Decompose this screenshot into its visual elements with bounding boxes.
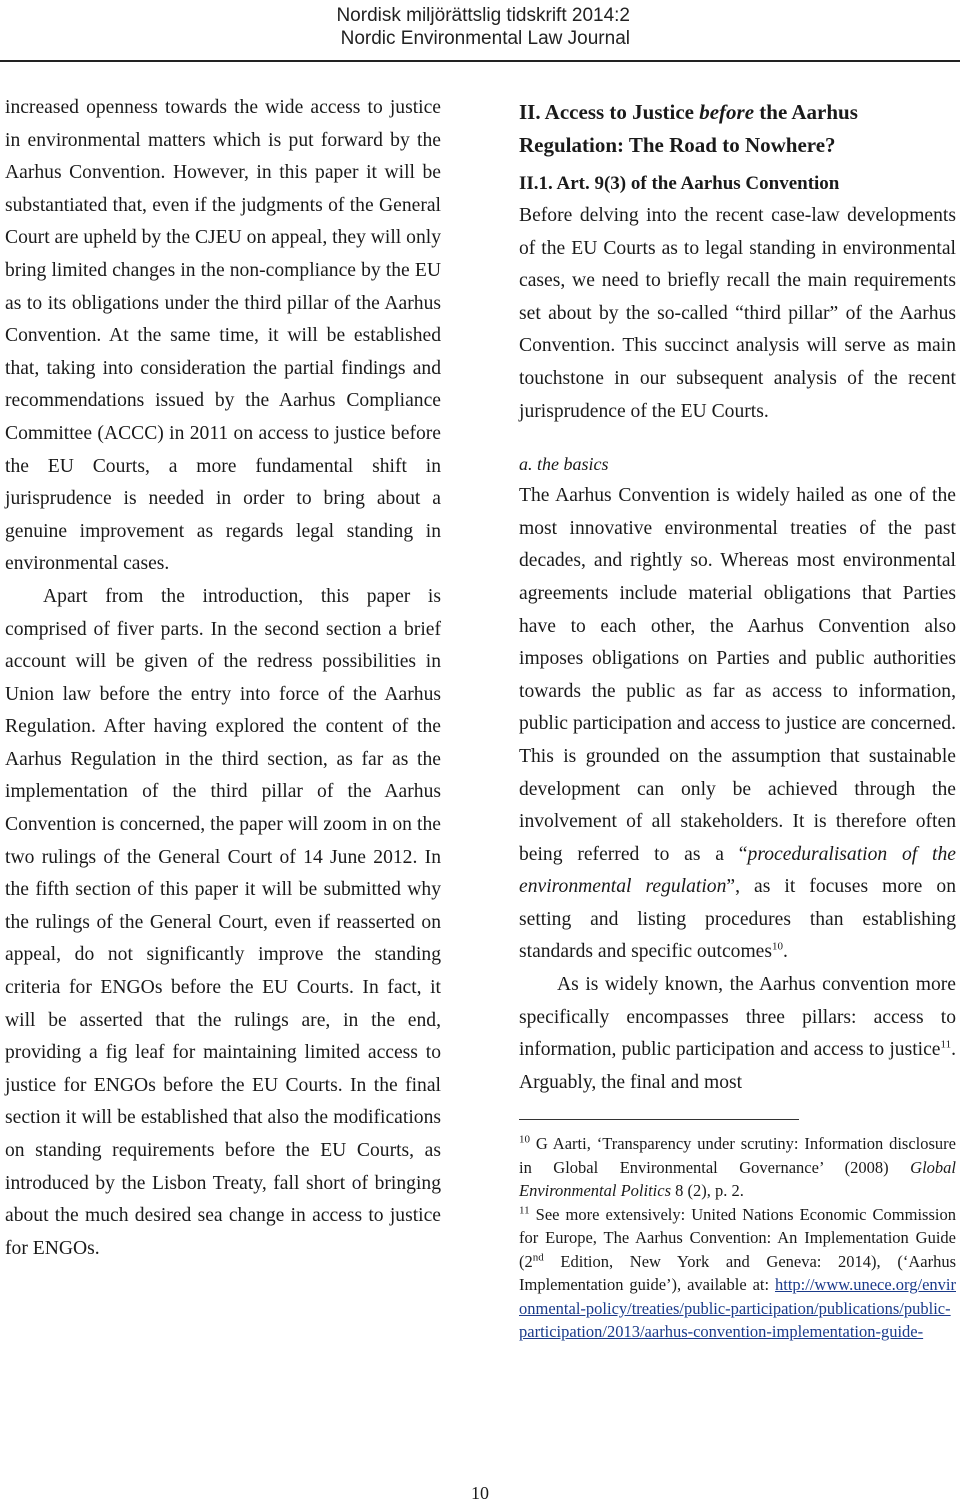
footnote-10: $^{10}$ G Aarti, ‘Transparency under scrutiny: Information disclosure in Global Environmental Governance’ (2008) Global Environmental Politics 8 (2), p. 2.: [519, 1133, 956, 1201]
subsection-heading: II.1. Art. 9(3) of the Aarhus Convention: [519, 173, 840, 194]
footnote-rule: [519, 1119, 799, 1120]
section-heading: II. Access to Justice before the Aarhus Regulation: The Road to Nowhere?: [519, 100, 858, 157]
subheading-basics: a. the basics: [519, 454, 609, 475]
right-column: [519, 92, 956, 1344]
journal-title-english: Nordic Environmental Law Journal: [340, 28, 630, 49]
body-paragraph: increased openness towards the wide access to justice in environmental matters which is put forward by the Aarhus Convention. However, in this paper it will be substantiated that, even if the judgments of the General Court are upheld by the CJEU on appeal, they will only bring limited changes in the non-compliance by the EU as to its obligations under the third pillar of the Aarhus Convention. At the same time, it will be established that, taking into consideration the partial findings and recommendations issued by the Aarhus Compliance Committee (ACCC) in 2011 on access to justice before the EU Courts, a more fundamental shift in jurisprudence is needed in order to bring about a genuine improvement as regards legal standing in environmental cases.: [5, 97, 441, 575]
footnote-ref: 11: [940, 1038, 952, 1051]
running-head: [230, 4, 630, 50]
footnote-link[interactable]: http://www.unece.org/environmental-policy/treaties/public-participation/publications/public-participation/2013/aarhus-convention-implementation-guide-: [519, 1275, 956, 1342]
journal-title-swedish: Nordisk miljörättslig tidskrift 2014:2: [336, 5, 630, 26]
body-paragraph: Apart from the introduction, this paper is comprised of fiver parts. In the second section a brief account will be given of the redress possibilities in Union law before the entry into force of the Aarhus Regulation. After having explored the content of the Aarhus Regulation in the third section, as far as the implementation of the third pillar of the Aarhus Convention is concerned, the paper will zoom in on the two rulings of the General Court of 14 June 2012. In the fifth section of this paper it will be submitted why the rulings of the General Court, even if reasserted on appeal, do not significantly improve the standing criteria for ENGOs before the EU Courts. In fact, it will be asserted that the rulings are, in the end, providing a fig leaf for maintaining limited access to justice for ENGOs before the EU Courts. In the final section it will be established that also the modifications on standing requirements before the EU Courts, as introduced by the Lisbon Treaty, fall short of bringing about the much desired sea change in access to justice for ENGOs.: [5, 585, 441, 1259]
footnote-11: $^{11}$ See more extensively: United Nations Economic Commission for Europe, The Aarhus Convention: An Implementation Guide (2nd Edition, New York and Geneva: 2014), (‘Aarhus Implementation guide’), available at: http://www.unece.org/environmental-policy/treaties/public-participation/publications/public-participation/2013/aarhus-convention-implementation-guide-: [519, 1204, 956, 1342]
header-rule: [0, 60, 960, 62]
left-column: [5, 92, 441, 1265]
body-paragraph: As is widely known, the Aarhus convention more specifically encompasses three pillars: access to information, public participation and access to justice$^{11}$. Arguably, the final and most: [519, 974, 956, 1093]
footnote-ref: 10: [772, 940, 784, 953]
page-number: 10: [471, 1483, 489, 1503]
body-paragraph: Before delving into the recent case-law developments of the EU Courts as to legal standing in environmental cases, we need to briefly recall the main requirements set about by the so-called “third pillar” of the Aarhus Convention. This succinct analysis will serve as main touchstone in our subsequent analysis of the recent jurisprudence of the EU Courts.: [519, 205, 956, 422]
body-paragraph: The Aarhus Convention is widely hailed as one of the most innovative environmental treaties of the past decades, and rightly so. Whereas most environmental agreements include material obligations that Parties have to each other, the Aarhus Convention also imposes obligations on Parties and public authorities towards the public as far as access to information, public participation and access to justice are concerned. This is grounded on the assumption that sustainable development can only be achieved through the involvement of all stakeholders. It is therefore often being referred to as a “proceduralisation of the environmental regulation”, as it focuses more on setting and listing procedures than establishing standards and specific outcomes$^{10}$.: [519, 485, 956, 963]
